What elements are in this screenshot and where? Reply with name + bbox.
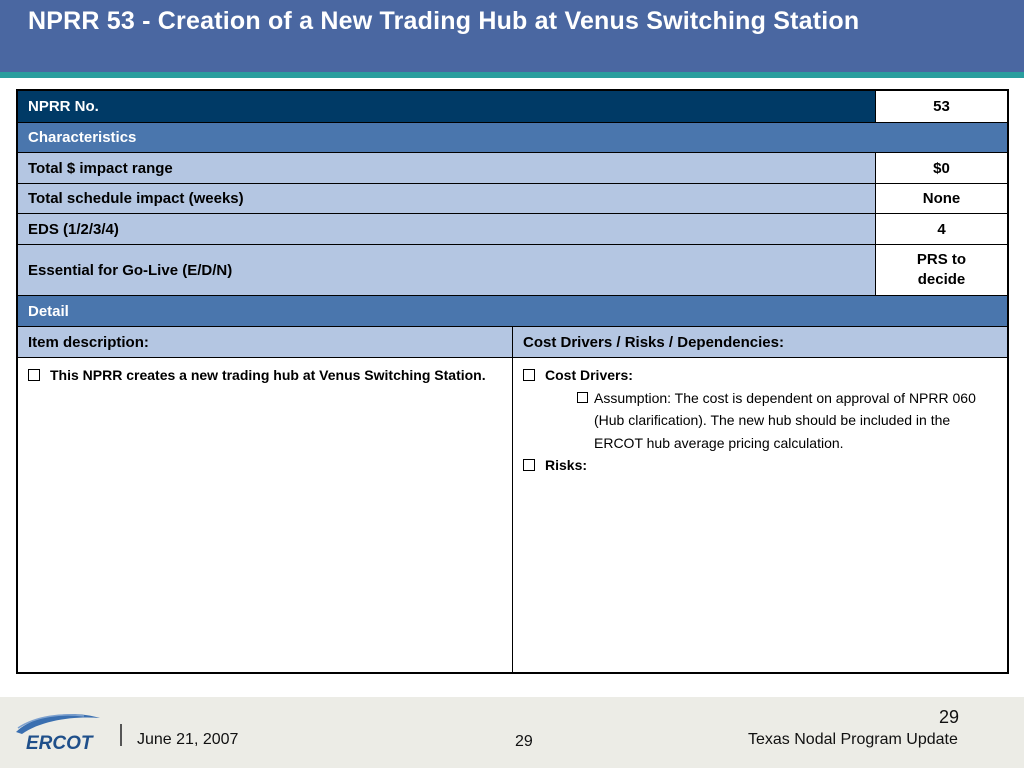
- checkbox-bullet-icon: [28, 369, 40, 381]
- row-value: $0: [876, 153, 1007, 183]
- detail-column-headers: [18, 327, 1007, 358]
- row-label: Total $ impact range: [18, 153, 876, 183]
- item-description-cell: [18, 358, 513, 672]
- footer-page-number: 29: [515, 733, 533, 750]
- risks-label: Risks:: [545, 457, 588, 473]
- list-item: [523, 387, 997, 455]
- characteristics-header: Characteristics: [18, 123, 1007, 153]
- footer-separator: [120, 724, 122, 746]
- nprr-no-label: NPRR No.: [18, 91, 876, 122]
- row-label: Essential for Go-Live (E/D/N): [18, 245, 876, 295]
- header-stripe: [0, 72, 1024, 78]
- logo-text: ERCOT: [26, 733, 93, 754]
- assumption-text: Assumption: The cost is dependent on approval of NPRR 060 (Hub clarification). The new hub should be included in the ERCOT hub average pricing calculation.: [594, 389, 976, 451]
- checkbox-bullet-icon: [577, 392, 588, 403]
- table-row: [18, 214, 1007, 245]
- table-row: [18, 184, 1007, 214]
- cost-drivers-cell: [513, 358, 1007, 672]
- checkbox-bullet-icon: [523, 369, 535, 381]
- row-value: 4: [876, 214, 1007, 244]
- table-row: [18, 153, 1007, 184]
- table-row: [18, 245, 1007, 296]
- item-text: This NPRR creates a new trading hub at Venus Switching Station.: [50, 367, 486, 383]
- row-value: PRS to decide: [876, 245, 1007, 295]
- list-item: [523, 454, 997, 477]
- footer-program-name: Texas Nodal Program Update: [748, 731, 958, 748]
- list-item: [28, 364, 502, 387]
- row-value: None: [876, 184, 1007, 213]
- footer-date: June 21, 2007: [137, 731, 239, 748]
- row-label: Total schedule impact (weeks): [18, 184, 876, 213]
- slide-number: 29: [939, 707, 960, 727]
- list-item: [523, 364, 997, 387]
- table-row-nprr-no: [18, 91, 1007, 123]
- row-label: EDS (1/2/3/4): [18, 214, 876, 244]
- cost-drivers-header: Cost Drivers / Risks / Dependencies:: [513, 327, 1007, 357]
- nprr-no-value: 53: [876, 91, 1007, 122]
- checkbox-bullet-icon: [523, 459, 535, 471]
- detail-header: Detail: [18, 296, 1007, 327]
- detail-body: [18, 358, 1007, 672]
- slide-title: NPRR 53 - Creation of a New Trading Hub at Venus Switching Station: [28, 7, 860, 35]
- cost-drivers-label: Cost Drivers:: [545, 367, 633, 383]
- item-description-header: Item description:: [18, 327, 513, 357]
- nprr-table: [16, 89, 1009, 674]
- ercot-logo: [12, 708, 102, 754]
